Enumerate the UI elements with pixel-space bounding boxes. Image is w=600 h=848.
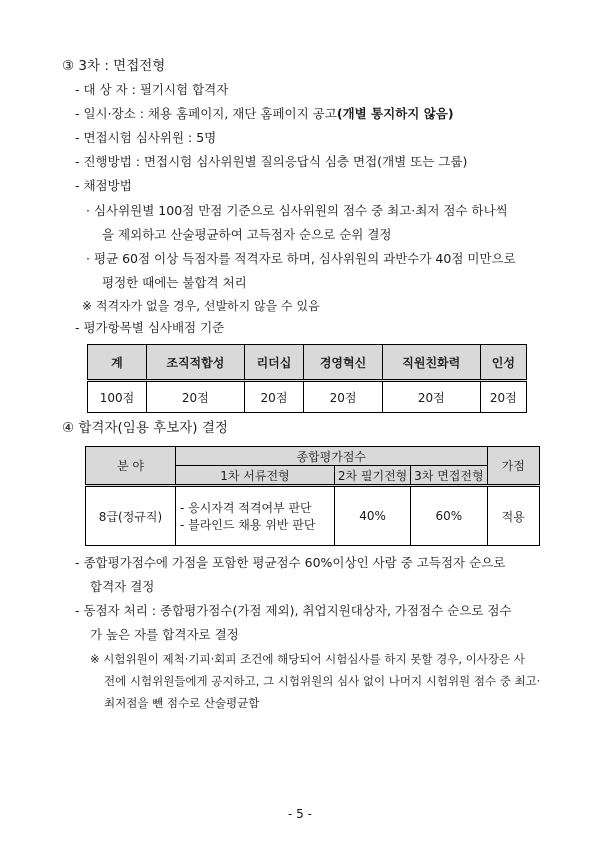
decision-line: - 종합평가점수에 가점을 포함한 평균점수 60%이상인 사람 중 고득점자 순으로 [75, 555, 506, 570]
field-header: 분 야 [86, 447, 176, 486]
criteria-cell: 20점 [244, 381, 303, 413]
scoring-sub-2-cont: 평정한 때에는 불합격 처리 [102, 275, 247, 290]
criteria-cell: 100점 [88, 381, 147, 413]
criteria-header: 경영혁신 [304, 345, 383, 381]
criteria-cell: 20점 [382, 381, 480, 413]
judges-line: - 면접시험 심사위원 : 5명 [75, 130, 217, 145]
schedule-text: - 일시·장소 : 채용 홈페이지, 재단 홈페이지 공고 [75, 106, 337, 121]
scoring-sub-2: · 평균 60점 이상 득점자를 적격자로 하며, 심사위원의 과반수가 40점 미만으로 [86, 251, 516, 266]
scoring-sub-1: · 심사위원별 100점 만점 기준으로 심사위원의 점수 중 최고·최저 점수 하나씩 [86, 203, 508, 218]
criteria-header: 리더십 [244, 345, 303, 381]
bonus-header: 가점 [487, 447, 539, 486]
section3-title: ③ 3차 : 면접전형 [62, 58, 166, 74]
criteria-header: 직원친화력 [382, 345, 480, 381]
stage3-header: 3차 면접전형 [411, 466, 487, 486]
method-line: - 진행방법 : 면접시험 심사위원별 질의응답식 심층 면접(개별 또는 그룹) [75, 154, 468, 169]
section4-title: ④ 합격자(임용 후보자) 결정 [62, 420, 228, 436]
tie-line-cont: 가 높은 자를 합격자로 결정 [90, 627, 239, 642]
stage2-cell: 40% [334, 486, 410, 546]
examiner-note-3: 최저점을 뺀 점수로 산술평균함 [104, 696, 260, 710]
stage1-item: - 블라인드 채용 위반 판단 [179, 518, 316, 532]
criteria-table [87, 344, 527, 413]
criteria-cell: 20점 [146, 381, 244, 413]
bonus-cell: 적용 [487, 486, 539, 546]
scoring-line: - 채점방법 [75, 178, 132, 193]
criteria-cell: 20점 [480, 381, 526, 413]
schedule-line [75, 106, 454, 122]
field-cell: 8급(정규직) [86, 486, 176, 546]
qualified-note: ※ 적격자가 없을 경우, 선발하지 않을 수 있음 [82, 299, 320, 313]
result-table [85, 446, 540, 546]
stage1-item: - 응시자격 적격여부 판단 [179, 501, 312, 515]
stage1-header: 1차 서류전형 [175, 466, 334, 486]
scoring-sub-1-cont: 을 제외하고 산술평균하여 고득점자 순으로 순위 결정 [102, 227, 392, 242]
criteria-header: 계 [88, 345, 147, 381]
criteria-header: 조직적합성 [146, 345, 244, 381]
criteria-cell: 20점 [304, 381, 383, 413]
criteria-label: - 평가항목별 심사배점 기준 [75, 320, 225, 335]
target-line: - 대 상 자 : 필기시험 합격자 [75, 82, 229, 97]
stage1-cell [175, 486, 334, 546]
criteria-header: 인성 [480, 345, 526, 381]
tie-line: - 동점자 처리 : 종합평가점수(가점 제외), 취업지원대상자, 가점점수 순으로 점수 [75, 603, 512, 618]
examiner-note-2: 전에 시험위원들에게 공지하고, 그 시험위원의 심사 없이 나머지 시험위원 점수 중 최고· [104, 674, 541, 688]
decision-line-cont: 합격자 결정 [90, 579, 155, 594]
stage3-cell: 60% [411, 486, 487, 546]
schedule-notice: (개별 통지하지 않음) [336, 106, 454, 121]
stage2-header: 2차 필기전형 [334, 466, 410, 486]
page-number: - 5 - [288, 807, 312, 821]
examiner-note-1: ※ 시험위원이 제척·기피·회피 조건에 해당되어 시험심사를 하지 못할 경우, 이사장은 사 [90, 652, 525, 666]
total-score-header: 종합평가점수 [175, 447, 487, 466]
